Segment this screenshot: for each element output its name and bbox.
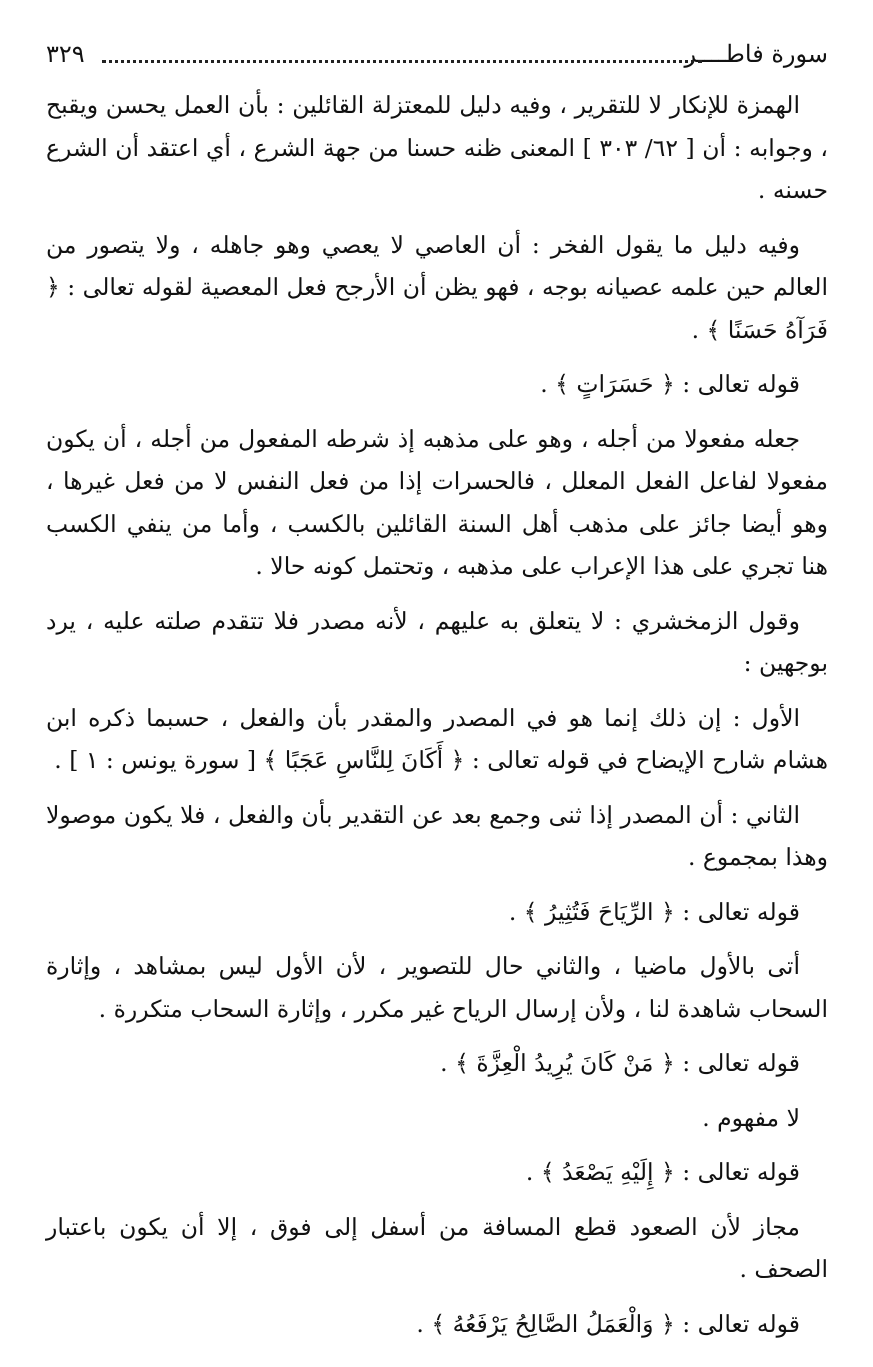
paragraph: وقول الزمخشري : لا يتعلق به عليهم ، لأنه مصدر فلا تتقدم صلته عليه ، يرد بوجهين : — [46, 606, 828, 677]
paragraph: الثاني : أن المصدر إذا ثنى وجمع بعد عن التقدير بأن والفعل ، فلا يكون موصولا وهذا بمجموع . — [46, 800, 828, 871]
quran-citation: قوله تعالى : ﴿ الرِّيَاحَ فَتُثِيرُ ﴾ . — [508, 897, 800, 926]
quran-citation: قوله تعالى : ﴿ إِلَيْهِ يَصْعَدُ ﴾ . — [525, 1158, 800, 1186]
dotted-leader — [102, 60, 702, 63]
running-header — [46, 38, 828, 84]
paragraph: لا مفهوم . — [702, 1103, 800, 1132]
paragraph: الأول : إن ذلك إنما هو في المصدر والمقدر بأن والفعل ، حسبما ذكره ابن هشام شارح الإيضاح في قوله تعالى : ﴿ أَكَانَ لِلنَّاسِ عَجَبًا ﴾ [ سورة يونس : ١ ] . — [46, 703, 828, 774]
page-number: ٣٢٩ — [46, 40, 85, 68]
paragraph: أتى بالأول ماضيا ، والثاني حال للتصوير ، لأن الأول ليس بمشاهد ، وإثارة السحاب شاهدة لنا ، ولأن إرسال الرياح غير مكرر ، وإثارة السحاب متكررة . — [46, 952, 828, 1023]
quran-citation: قوله تعالى : ﴿ وَالْعَمَلُ الصَّالِحُ يَرْفَعُهُ ﴾ . — [416, 1309, 800, 1338]
surah-title: سورة فاطــــر — [684, 40, 828, 68]
book-page — [46, 38, 828, 1338]
paragraph: وفيه دليل ما يقول الفخر : أن العاصي لا يعصي وهو جاهله ، ولا يتصور من العالم حين علمه عصيانه بوجه ، فهو يظن أن الأرجح فعل المعصية لقوله تعالى : ﴿ فَرَآهُ حَسَنًا ﴾ . — [46, 230, 828, 344]
body-text — [46, 84, 828, 1345]
quran-citation: قوله تعالى : ﴿ حَسَرَاتٍ ﴾ . — [540, 370, 800, 398]
paragraph: مجاز لأن الصعود قطع المسافة من أسفل إلى فوق ، إلا أن يكون باعتبار الصحف . — [46, 1212, 828, 1283]
paragraph: الهمزة للإنكار لا للتقرير ، وفيه دليل للمعتزلة القائلين : بأن العمل يحسن ويقبح ، وجوابه : أن [ ٦٢/ ٣٠٣ ] المعنى ظنه حسنا من جهة الشرع ، أي اعتقد أن الشرع حسنه . — [46, 91, 828, 204]
quran-citation: قوله تعالى : ﴿ مَنْ كَانَ يُرِيدُ الْعِزَّةَ ﴾ . — [440, 1049, 800, 1077]
paragraph: جعله مفعولا من أجله ، وهو على مذهبه إذ شرطه المفعول من أجله ، أن يكون مفعولا لفاعل الفعل المعلل ، فالحسرات إذا من فعل النفس لا من فعل غيرها ، وهو أيضا جائز على مذهب أهل السنة القائلين بالكسب ، وأما من ينفي الكسب هنا تجري على هذا الإعراب على مذهبه ، وتحتمل كونه حالا . — [46, 424, 828, 580]
